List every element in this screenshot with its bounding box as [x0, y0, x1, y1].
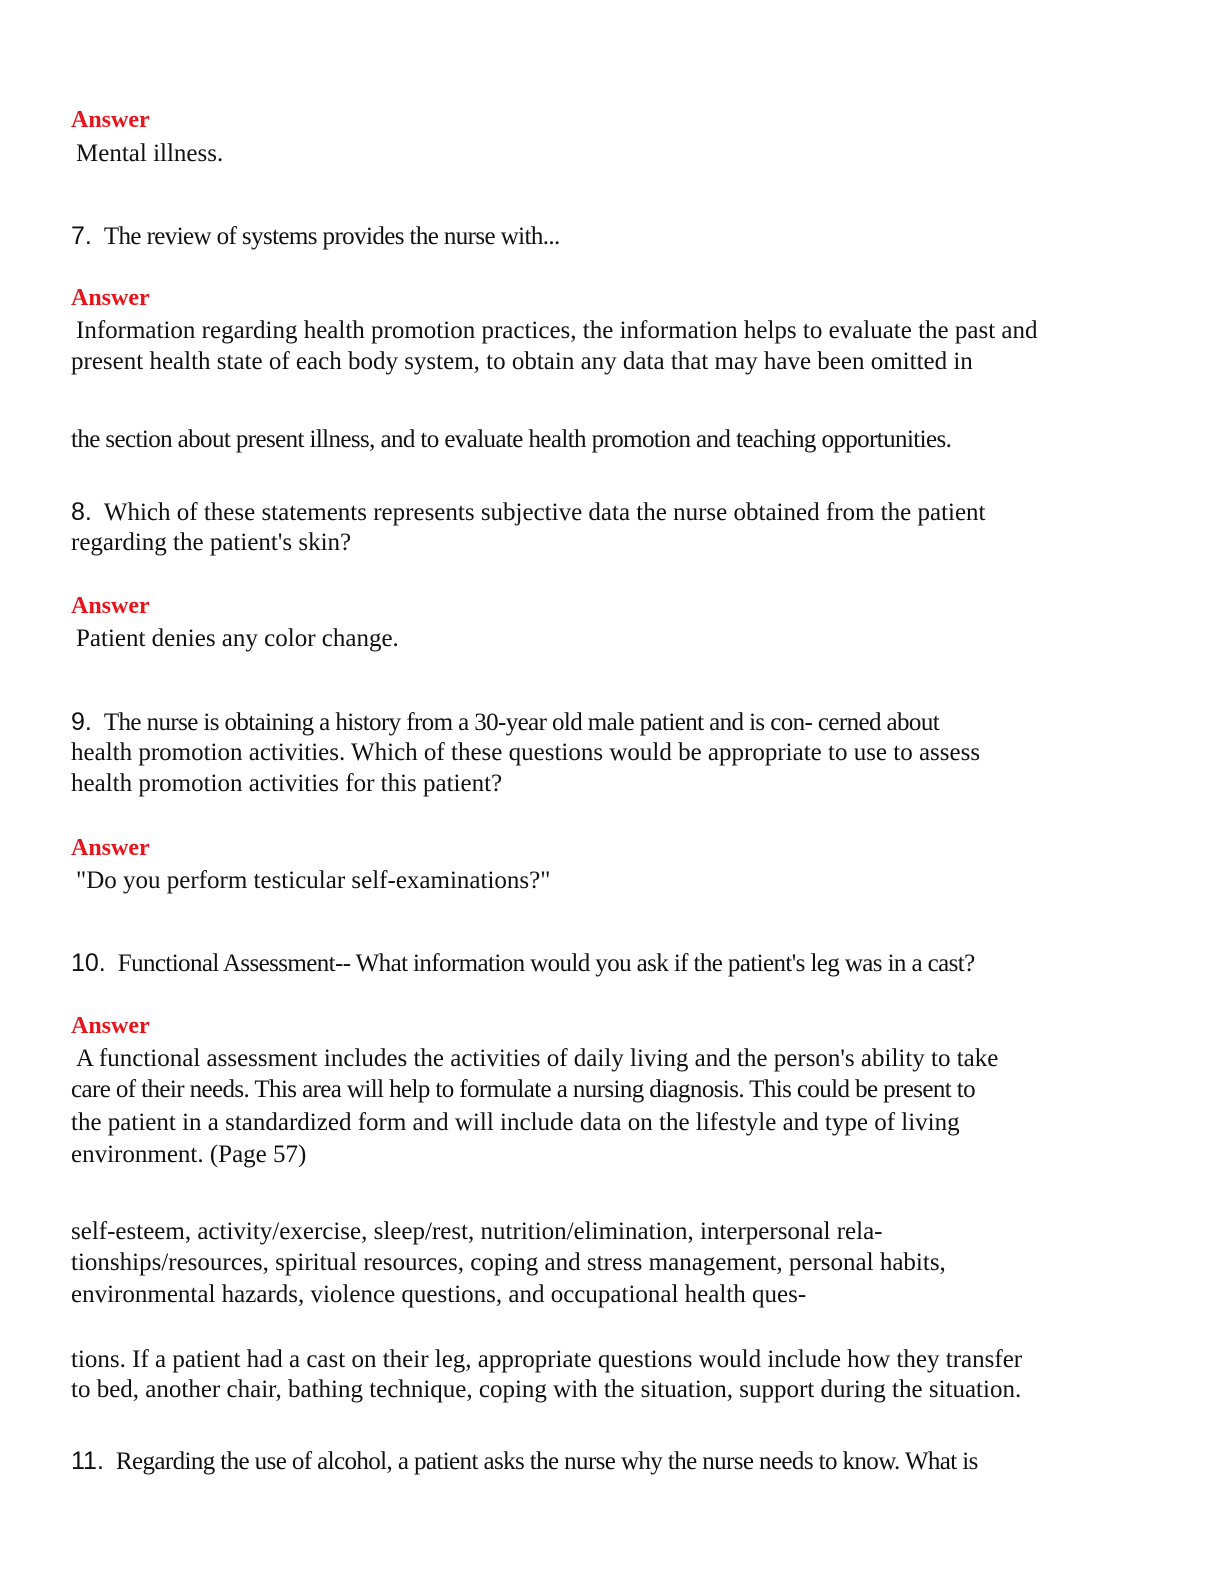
- answer-text-line: A functional assessment includes the activities of daily living and the person's ability to take: [76, 1045, 999, 1072]
- question-number: 7.: [71, 222, 92, 250]
- answer-text-line: to bed, another chair, bathing technique, coping with the situation, support during the situation.: [71, 1376, 1022, 1403]
- question-7: [71, 221, 560, 252]
- question-text-line: health promotion activities for this patient?: [71, 770, 503, 797]
- answer-label: Answer: [71, 285, 150, 311]
- answer-text-line: tions. If a patient had a cast on their leg, appropriate questions would include how they transfer: [71, 1346, 1023, 1373]
- answer-text-line: environment. (Page 57): [71, 1141, 307, 1168]
- answer-text-line: care of their needs. This area will help to formulate a nursing diagnosis. This could be present to: [71, 1076, 976, 1103]
- answer-text-line: Patient denies any color change.: [76, 625, 399, 652]
- answer-text-line: self-esteem, activity/exercise, sleep/rest, nutrition/elimination, interpersonal rela-: [71, 1218, 883, 1245]
- question-text-line: regarding the patient's skin?: [71, 529, 352, 556]
- question-text-line: health promotion activities. Which of these questions would be appropriate to use to assess: [71, 739, 981, 766]
- answer-text-line: Information regarding health promotion practices, the information helps to evaluate the past and: [76, 317, 1038, 344]
- answer-label: Answer: [71, 1013, 150, 1039]
- question-10: [71, 948, 975, 979]
- answer-text-line: the section about present illness, and to evaluate health promotion and teaching opportunities.: [71, 426, 952, 453]
- answer-label: Answer: [71, 107, 150, 133]
- question-text-line: The nurse is obtaining a history from a 30-year old male patient and is con- cerned about: [103, 709, 940, 736]
- answer-text-line: environmental hazards, violence questions, and occupational health ques-: [71, 1281, 807, 1308]
- answer-label: Answer: [71, 593, 150, 619]
- question-text-line: The review of systems provides the nurse with...: [103, 223, 560, 250]
- question-number: 11.: [71, 1447, 104, 1475]
- answer-text-line: Mental illness.: [76, 140, 224, 167]
- question-8: [71, 497, 986, 528]
- answer-text-line: the patient in a standardized form and will include data on the lifestyle and type of living: [71, 1109, 960, 1136]
- answer-text-line: "Do you perform testicular self-examinations?": [76, 867, 551, 894]
- answer-text-line: present health state of each body system, to obtain any data that may have been omitted in: [71, 348, 973, 375]
- answer-label: Answer: [71, 835, 150, 861]
- question-text-line: Which of these statements represents subjective data the nurse obtained from the patient: [103, 499, 986, 526]
- question-11: [71, 1446, 978, 1477]
- question-text-line: Functional Assessment-- What information would you ask if the patient's leg was in a cast?: [117, 950, 975, 977]
- question-number: 9.: [71, 708, 92, 736]
- question-number: 10.: [71, 949, 106, 977]
- question-text-line: Regarding the use of alcohol, a patient asks the nurse why the nurse needs to know. What is: [115, 1448, 978, 1475]
- question-9: [71, 707, 939, 738]
- answer-text-line: tionships/resources, spiritual resources, coping and stress management, personal habits,: [71, 1249, 946, 1276]
- question-number: 8.: [71, 498, 92, 526]
